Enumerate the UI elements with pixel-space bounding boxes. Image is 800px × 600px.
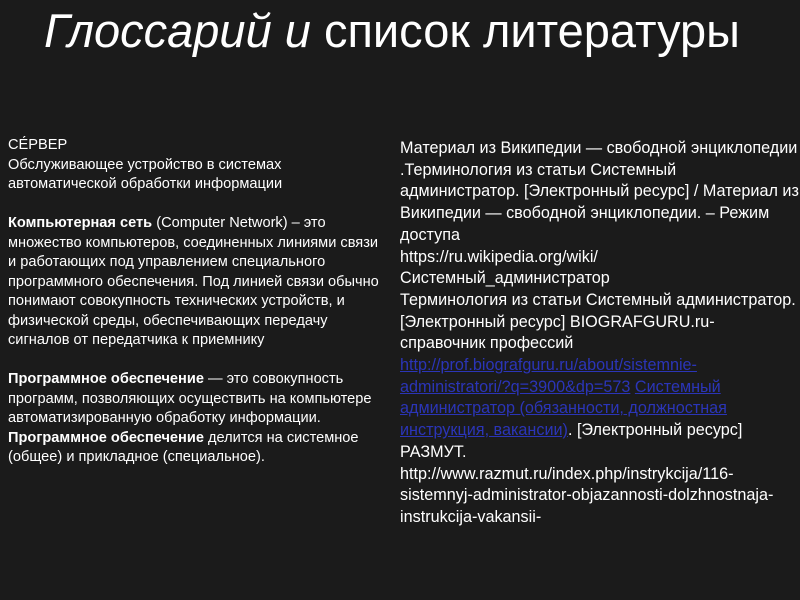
reference-3-text: [Электронный ресурс] РАЗМУТ. <box>400 421 743 461</box>
title-regular-part: список литературы <box>310 4 740 57</box>
glossary-entry-server <box>8 136 386 195</box>
reference-3-url: http://www.razmut.ru/index.php/instrykcija/116-sistemnyj-administrator-objazannosti-dolzhnostnaja-instrukcija-vakansii- <box>400 464 774 526</box>
network-term: Компьютерная сеть <box>8 215 153 231</box>
reference-3-period: . <box>567 421 573 440</box>
software-definition: — это совокупность программ, позволяющих осуществить на компьютере автоматизированную обработку информации. <box>8 371 372 426</box>
reference-1-url: https://ru.wikipedia.org/wiki/Системный_администратор <box>400 247 610 288</box>
slide-title <box>44 2 764 60</box>
software-term: Программное обеспечение <box>8 371 204 387</box>
title-italic-part: Глоссарий и <box>44 4 311 57</box>
network-definition: (Computer Network) – это множество компьютеров, соединенных линиями связи и работающих под управлением специального программного обеспечения. Под линией связи обычно понимают совокупность технических устройств, и физической среды, обеспечивающих передачу сигналов от передатчика к приемнику <box>8 215 379 348</box>
reference-2-text: Терминология из статьи Системный администратор. [Электронный ресурс] <box>400 290 796 331</box>
glossary-column <box>8 136 386 468</box>
reference-1-text: Материал из Википедии — свободной энциклопедии .Терминология из статьи Системный администратор. [Электронный ресурс] / Материал из Википедии — свободной энциклопедии. – Режим доступа <box>400 139 799 244</box>
reference-2-source: BIOGRAFGURU.ru-справочник профессий <box>400 312 715 353</box>
server-definition: Обслуживающее устройство в системах автоматической обработки информации <box>8 156 283 192</box>
software-term-repeat: Программное обеспечение <box>8 429 204 446</box>
glossary-entry-network <box>8 214 386 351</box>
reference-1 <box>400 138 800 290</box>
references-column <box>400 138 800 529</box>
reference-2-link[interactable]: http://prof.biografguru.ru/about/sistemnie-administratori/?q=3900&dp=573 <box>400 356 697 396</box>
glossary-entry-software <box>8 370 386 468</box>
reference-2 <box>400 290 800 529</box>
reference-3-link[interactable]: Системный администратор (обязанности, должностная инструкция, вакансии) <box>400 377 727 440</box>
software-definition-continued: делится на системное (общее) и прикладное (специальное). <box>8 429 359 465</box>
server-term: СЕ́РВЕР <box>8 137 68 153</box>
